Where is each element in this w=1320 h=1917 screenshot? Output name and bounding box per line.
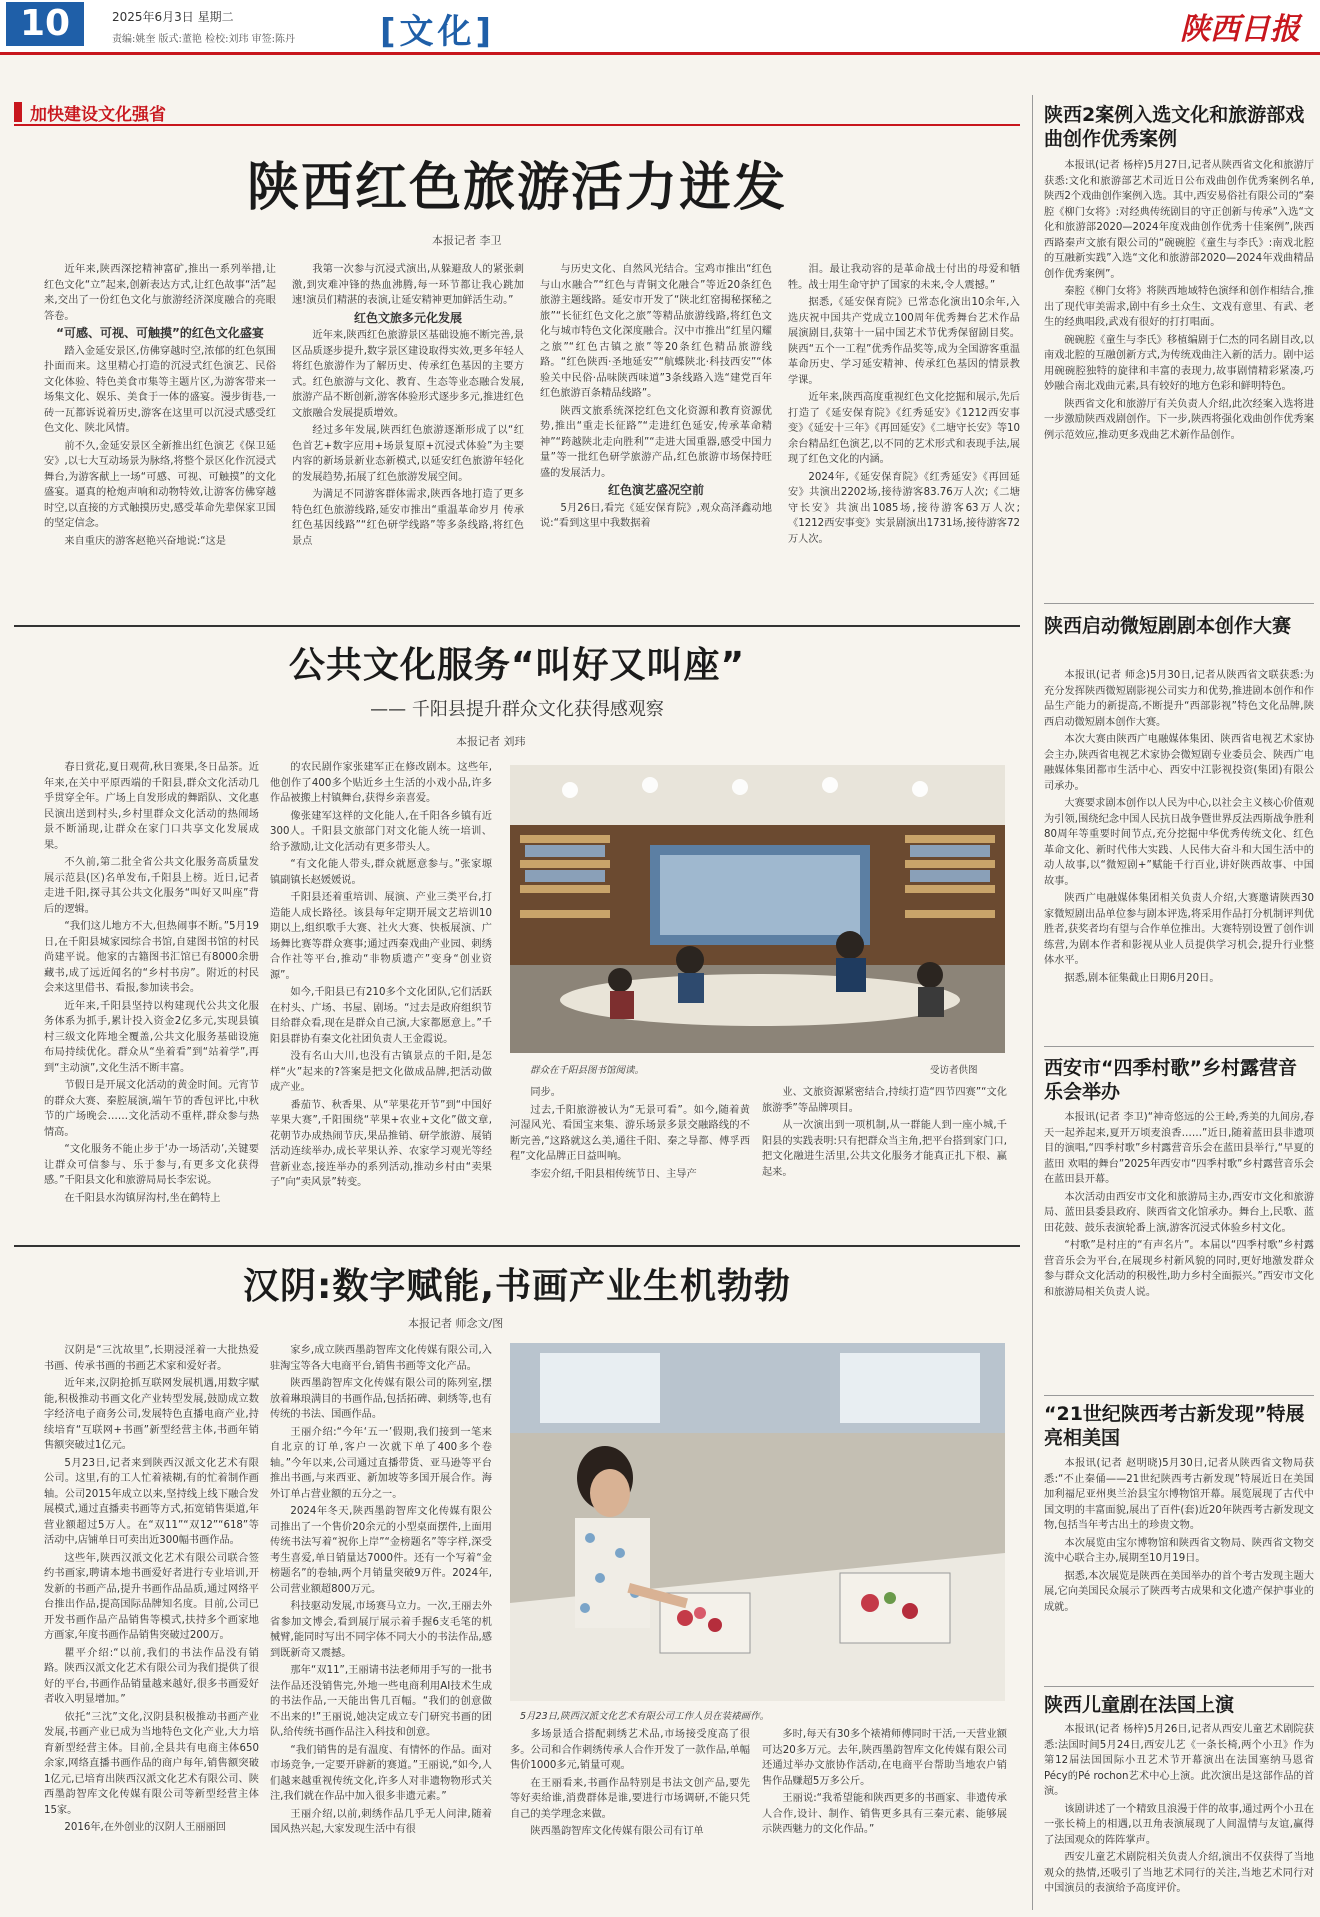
article3-column-1: [44, 1343, 259, 1913]
paragraph: 陕西省文化和旅游厅有关负责人介绍,此次经案入选将进一步激励陕西戏剧创作。下一步,陕西将强化戏曲创作优秀案例示范效应,推动更多戏曲艺术新作品创作。: [1044, 398, 1314, 441]
paragraph: 我第一次参与沉浸式演出,从躲避敌人的紧张刺激,到灾难冲锋的热血沸腾,每一环节都让我心跳加速!演员们精湛的表演,让延安精神更加鲜活生动。”: [292, 264, 524, 306]
paragraph: 像张建军这样的文化能人,在千阳各乡镇有近300人。千阳县文旅部门对文化能人统一培训、给予激励,让文化活动有更多带头人。: [270, 810, 492, 853]
paragraph: 西安儿童艺术剧院相关负责人介绍,演出不仅获得了当地观众的热情,还吸引了当地艺术同行的关注,当地艺术同行对中国演员的表演给予高度评价。: [1044, 1852, 1314, 1894]
sidebar-story2-title: 陕西启动微短剧剧本创作大赛: [1044, 615, 1292, 637]
article1-byline: 本报记者 李卫: [432, 234, 502, 247]
paragraph: 王丽介绍:“今年‘五一’假期,我们接到一笔来自北京的订单,客户一次就下单了400多个卷轴。”今年以来,公司通过直播带货、亚马逊等平台推出书画,与来西亚、新加坡等多国开展合作。海外订单占营业额的五分之一。: [270, 1426, 492, 1500]
paragraph: 千阳县还着重培训、展演、产业三类平台,打造能人成长路径。该县每年定期开展文艺培训10期以上,组织歌手大赛、社火大赛、快板展演、广场舞比赛等群众赛事;通过西秦戏曲产业园、刺绣合作社等平台,推动“非物质遗产”变身“创业资源”。: [270, 892, 492, 981]
kicker-marker-icon: [14, 102, 22, 122]
library-photo-caption: 群众在千阳县图书馆阅读。: [530, 1065, 645, 1076]
paragraph: 没有名山大川,也没有古镇景点的千阳,是怎样“火”起来的?答案是把文化做成品牌,把活动做成产业。: [270, 1051, 492, 1093]
paragraph: 在千阳县水沟镇屏沟村,坐在鹤特上: [64, 1192, 221, 1204]
paragraph: 该剧讲述了一个精致且浪漫于伴的故事,通过两个小丑在一张长椅上的相遇,以丑角表演展现了人间温情与友谊,赢得了法国观众的阵阵掌声。: [1044, 1803, 1314, 1846]
paragraph: 科技驱动发展,市场赛马立力。一次,王丽去外省参加文博会,看到展厅展示着手握6支毛笔的机械臂,能同时写出不同字体不同大小的书法作品,感到既新奇又震撼。: [270, 1601, 492, 1659]
sidebar-story1-body: [1044, 158, 1314, 598]
sidebar-divider: [1044, 1395, 1314, 1396]
article2-column-4: [762, 1085, 1007, 1230]
paragraph: 陕西墨韵智库文化传媒有限公司有订单: [530, 1826, 704, 1837]
subheading: 红色演艺盛况空前: [607, 483, 704, 497]
paragraph: 踏入金延安景区,仿佛穿越时空,浓郁的红色氛围扑面而来。这里精心打造的沉浸式红色演艺、民俗文化体验、特色美食市集等主题片区,为游客带来一场集文化、娱乐、美食于一体的盛宴。漫步街巷,一砖一瓦都诉说着历史,游客在这里可以沉浸式感受红色文化、陕北风情。: [44, 345, 276, 434]
paragraph: 本报讯(记者 师念)5月30日,记者从陕西省文联获悉:为充分发挥陕西微短剧影视公司实力和优势,推进剧本创作和作品生产能力的新提高,不断提升“西部影视”特色文化品牌,陕西启动微短剧本创作大赛。: [1044, 670, 1314, 728]
paragraph: 泪。最让我动容的是革命战士付出的母爱和牺牲。战士用生命守护了国家的未来,令人震撼。”: [788, 264, 1020, 291]
sidebar-divider: [1044, 603, 1314, 604]
article1-column-2: [292, 262, 524, 612]
subheading: 红色文旅多元化发展: [353, 310, 462, 325]
article3-column-2: [270, 1343, 492, 1913]
paragraph: 本次活动由西安市文化和旅游局主办,西安市文化和旅游局、蓝田县委县政府、陕西省文化馆承办。舞台上,民歌、蓝田花鼓、鼓乐表演轮番上演,游客沉浸式体验乡村文化。: [1044, 1191, 1314, 1234]
mounting-photo: [510, 1343, 1005, 1701]
sidebar-story3-body: [1044, 1110, 1314, 1390]
paragraph: 节假日是开展文化活动的黄金时间。元宵节的群众大赛、秦腔展演,端午节的香包评比,中秋节的广场晚会……文化活动不重样,群众参与热情高。: [44, 1080, 259, 1138]
paragraph: 大赛要求剧本创作以人民为中心,以社会主义核心价值观为引领,围绕纪念中国人民抗日战争暨世界反法西斯战争胜利80周年等重要时间节点,充分挖掘中华优秀传统文化、红色革命文化、新时代伟大实践、人民伟大奋斗和大国生活中的动人故事,以“微短剧+”赋能千行百业,讲好陕西故事、中国故事。: [1044, 798, 1314, 887]
section-title: [文化]: [380, 12, 496, 52]
sidebar-story3-title: 西安市“四季村歌”乡村露营音乐会举办: [1044, 1057, 1297, 1103]
paragraph: 从一次演出到一项机制,从一群能人到一座小城,千阳县的实践表明:只有把群众当主角,把平台搭到家门口,把文化融进生活里,公共文化服务才能真正扎下根、赢起来。: [762, 1120, 1007, 1178]
paragraph: 李宏介绍,千阳县相传统节日、主导产: [530, 1168, 697, 1180]
paragraph: 据悉,剧本征集截止日期6月20日。: [1064, 972, 1220, 984]
sidebar-separator: [1032, 95, 1033, 1910]
editors-credit: 责编:姚奎 版式:董艳 检校:刘玮 审签:陈丹: [112, 34, 296, 45]
paragraph: 5月23日,记者来到陕西汉派文化艺术有限公司。这里,有的工人忙着裱糊,有的忙着制作画轴。公司2015年成立以来,坚持线上线下融合发展模式,通过直播卖书画等方式,拓宽销售渠道,年营业额超过5万人。在“双11”“双12”“618”等活动中,店铺单日可卖出近300幅书画作品。: [44, 1457, 259, 1546]
paragraph: 那年“双11”,王丽请书法老师用手写的一批书法作品还没销售完,外地一些电商利用AI技术生成的书法作品,一天能出售几百幅。“我们的创意做不出来的!”王丽说,她决定成立专门研究书画的团队,给传统书画作品注入科技和创意。: [270, 1665, 492, 1738]
paragraph: “文化服务不能止步于‘办一场活动’,关键要让群众可信参与、乐于参与,有更多文化获得感。”千阳县文化和旅游局局长李宏说。: [44, 1144, 259, 1186]
section-kicker: [14, 100, 1020, 126]
paragraph: 近年来,陕西红色旅游景区基础设施不断完善,景区品质逐步提升,数字景区建设取得实效,更多年轻人将红色旅游作为了解历史、传承红色基因的主要方式。红色旅游与文化、教育、生态等业态融合发展,旅游产品不断创新,游客体验形式逐步多元,推进红色文旅融合发展提质增效。: [292, 330, 524, 419]
paragraph: 王丽说:“我希望能和陕西更多的书画家、非遗传承人合作,设计、制作、销售更多具有三秦元素、能够展示陕西魅力的文化作品。”: [762, 1793, 1007, 1835]
paragraph: 近年来,千阳县坚持以构建现代公共文化服务体系为抓手,累计投入资金2亿多元,实现县镇村三级文化阵地全覆盖,公共文化服务基础设施布局持续优化。群众从“坐着看”到“站着学”,再到“主动演”,文化生活不断丰富。: [44, 1000, 259, 1074]
paragraph: 前不久,金延安景区全新推出红色演艺《保卫延安》,以七大互动场景为脉络,将整个景区化作沉浸式舞台,为游客献上一场“可感、可视、可触摸”的文化盛宴。逼真的枪炮声响和动物特效,让游客仿佛穿越时空,以直接的方式触摸历史,感受革命先辈保家卫国的坚定信念。: [44, 440, 276, 529]
article2-subtitle: —— 千阳县提升群众文化获得感观察: [370, 699, 664, 720]
paragraph: 的农民剧作家张建军正在修改剧本。这些年,他创作了400多个贴近乡土生活的小戏小品,许多作品被搬上村镇舞台,获得乡亲喜爱。: [270, 762, 492, 804]
article3-byline: 本报记者 师念文/图: [408, 1317, 504, 1330]
article2-column-2: [270, 760, 492, 1230]
paragraph: 同步。: [530, 1087, 561, 1098]
paragraph: 业、文旅资源紧密结合,持续打造“四节四赛”“文化旅游季”等品牌项目。: [762, 1087, 1007, 1114]
paragraph: 近年来,汉阴抢抓互联网发展机遇,用数字赋能,积极推动书画文化产业转型发展,鼓励成立数字经济电子商务公司,发展特色直播电商产业,持续培育“互联网+书画”新型经营主体,书画年销售额突破过1亿元。: [44, 1378, 259, 1451]
paragraph: 番茄节、秋香果、从“苹果花开节”到“中国好苹果大赛”,千阳围绕“苹果+农业+文化”做文章,花朝节办成热闹节庆,果品推销、研学旅游、展销活动连续举办,成长苹果认养、农家学习观光等经营新业态,接连举办的系列活动,推动乡村由“卖果子”向“卖风景”转变。: [270, 1099, 492, 1188]
sidebar-divider: [1044, 1686, 1314, 1687]
paragraph: 本次大赛由陕西广电融媒体集团、陕西省电视艺术家协会主办,陕西省电视艺术家协会微短剧专业委员会、陕西广电融媒体集团都市生活中心、西安中江影视投资(集团)有限公司承办。: [1044, 734, 1314, 792]
paragraph: 本次展览由宝尔博物馆和陕西省文物局、陕西省文物交流中心联合主办,展期至10月19日。: [1044, 1537, 1314, 1564]
paragraph: 陕西墨韵智库文化传媒有限公司的陈列室,摆放着琳琅满目的书画作品,包括拓碑、刺绣等,也有传统的书法、国画作品。: [270, 1378, 492, 1420]
article-divider-2: [14, 1245, 1020, 1247]
paragraph: 如今,千阳县已有210多个文化团队,它们活跃在村头、广场、书屋、剧场。“过去是政府组织节目给群众看,现在是群众自己演,大家都愿意上。”千阳县群协有秦文化社团负责人王金霞说。: [270, 987, 492, 1045]
issue-date: 2025年6月3日 星期二: [112, 10, 234, 24]
paragraph: “村歌”是村庄的“有声名片”。本届以“四季村歌”乡村露营音乐会为平台,在展现乡村新风貌的同时,更好地激发群众参与群众文化活动的积极性,助力乡村全面振兴。”西安市文化和旅游局相关负责人说。: [1044, 1240, 1314, 1298]
paragraph: 5月26日,看完《延安保育院》,观众高泽鑫动地说:“看到这里中我数据着: [540, 502, 772, 529]
sidebar-story4-title: “21世纪陕西考古新发现”特展亮相美国: [1044, 1403, 1305, 1449]
paragraph: 据悉,《延安保育院》已常态化演出10余年,入选庆祝中国共产党成立100周年优秀舞台艺术作品展演剧目,获第十一届中国艺术节优秀保留剧目奖。陕西“五个一工程”优秀作品奖等,成为全国游客重温革命历史、学习延安精神、传承红色基因的情景教学课。: [788, 297, 1020, 386]
paragraph: 本报讯(记者 李卫)“神奇悠远的公王岭,秀美的九间房,春天一起养起来,夏开万顷麦浪香……”近日,随着蓝田县非遗项目的演唱,“四季村歌”乡村露营音乐会在蓝田县举行,“早夏的蓝田 欢唱的舞台”2025年西安市“四季村歌”乡村露营音乐会在蓝田县开幕。: [1044, 1112, 1314, 1185]
library-photo: [510, 765, 1005, 1053]
paragraph: 春日赏花,夏日观荷,秋日赛果,冬日品茶。近年来,在关中平原西端的千阳县,群众文化活动几乎贯穿全年。广场上自发形成的舞蹈队、文化惠民演出送到村头,乡村里群众文化活动的热闹场景不断涌现,让群众在家门口共享文化发展成果。: [44, 762, 259, 851]
paragraph: 在王丽看来,书画作品特别是书法文创产品,要先等好卖给谁,消费群体是谁,要进行市场调研,不能只凭自己的美学理念来做。: [510, 1777, 750, 1820]
article3-column-4: [762, 1727, 1007, 1913]
article3-column-3: [510, 1727, 750, 1913]
paragraph: 与历史文化、自然风光结合。宝鸡市推出“红色与山水融合”“红色与青铜文化融合”等近20条红色旅游主题线路。延安市开发了“陕北红窑揭秘探秘之旅”“长征红色文化之旅”等精品旅游线路,将红色文化与城市特色文化深度融合。汉中市推出“红星闪耀之旅”“红色古镇之旅”等20条红色精品旅游线路。“红色陕西·圣地延安”“航蝶陕北·科技西安”“体验关中民俗·品味陕西味道”3条线路入选“建党百年红色旅游百条精品线路”。: [540, 264, 772, 399]
paragraph: 本报讯(记者 杨梓)5月27日,记者从陕西省文化和旅游厅获悉:文化和旅游部艺术司近日公布戏曲创作优秀案例名单,陕西2个戏曲创作案例入选。其中,西安易俗社有限公司的“秦腔《柳门女将》:对经典传统剧目的守正创新与传承”入选“文化和旅游部2020—2024年度戏曲创作优秀十佳案例”,陕西西路秦声文旅有限公司的“碗碗腔《童生与李氏》:南戏北腔的互融新实践”入选“文化和旅游部2020—2024年戏曲精品创作优秀案例”。: [1044, 160, 1314, 280]
article2-column-1: [44, 760, 259, 1230]
paragraph: 不久前,第二批全省公共文化服务高质量发展示范县(区)名单发布,千阳县上榜。近日,记者走进千阳,探寻其公共文化服务“叫好又叫座”背后的逻辑。: [44, 857, 259, 915]
sidebar-story4-body: [1044, 1456, 1314, 1680]
paragraph: “我们这儿地方不大,但热闹事不断。”5月19日,在千阳县城家园综合书馆,自建图书馆的村民尚建平说。他家的古籍图书汇馆已有8000余册藏书,成了远近闻名的“乡村书房”。附近的村民会来这里借书、看报,参加读书会。: [44, 921, 259, 994]
article2-byline: 本报记者 刘玮: [456, 735, 526, 748]
article1-column-4: [788, 262, 1020, 612]
paragraph: 王丽介绍,以前,刺绣作品几乎无人问津,随着国风热兴起,大家发现生活中有很: [270, 1808, 492, 1835]
paragraph: 碗碗腔《童生与李氏》移植编剧于仁杰的同名剧目改,以南戏北腔的互融创新方式,为传统戏曲注入新的活力。剧中运用碗碗腔独特的旋律和丰富的表现力,故事剧情精彩紧凑,巧妙融合南北戏曲元素,具有较好的地方色彩和鲜明特色。: [1044, 334, 1314, 392]
paragraph: 家乡,成立陕西墨韵智库文化传媒有限公司,入驻淘宝等各大电商平台,销售书画等文化产品。: [270, 1345, 492, 1372]
paragraph: 陕西文旅系统深挖红色文化资源和教育资源优势,推出“重走长征路”“走进红色延安,传承革命精神”“跨越陕北走向胜利”“走进大国重器,感受中国力量”等一批红色研学旅游产品,红色旅游市场保持旺盛的发展活力。: [540, 405, 772, 479]
sidebar-story2-body: [1044, 668, 1314, 1040]
paragraph: 多时,每天有30多个裱褙师傅同时干活,一天营业额可达20多万元。去年,陕西墨韵智库文化传媒有限公司还通过举办文旅协作活动,在电商平台帮助当地农户销售作品赚超5万多公斤。: [762, 1729, 1007, 1787]
paragraph: 多场景适合搭配刺绣艺术品,市场接受度高了很多。公司和合作刺绣传承人合作开发了一款作品,单幅售价1000多元,销量可观。: [510, 1729, 750, 1771]
paragraph: 瞿平介绍:“以前,我们的书法作品没有销路。陕西汉派文化艺术有限公司为我们提供了很好的平台,书画作品销量越来越好,很多书画爱好者收入明显增加。”: [44, 1647, 259, 1705]
article1-title: 陕西红色旅游活力迸发: [246, 158, 787, 218]
newspaper-logo: 陕西日报: [1180, 12, 1300, 47]
paragraph: 2016年,在外创业的汉阴人王丽丽回: [64, 1822, 226, 1833]
article1-column-1: [44, 262, 276, 612]
paragraph: 依托“三沈”文化,汉阴县积极推动书画产业发展,书画产业已成为当地特色文化产业,大力培育新型经营主体。目前,全县共有电商主体650余家,网络直播书画作品的商户每年,销售额突破1亿元,已培育出陕西汉派文化艺术有限公司、陕西墨韵智库文化传媒有限公司等新型经营主体15家。: [44, 1711, 259, 1816]
paragraph: 过去,千阳旅游被认为“无景可看”。如今,随着黄河湿风光、看国宝来集、游乐场景多景交融路线的不断完善,“这路就这么美,通往千阳、秦之导都、傅孚西程”文化品牌正日益叫响。: [510, 1104, 750, 1162]
paragraph: 近年来,陕西深挖精神富矿,推出一系列举措,让红色文化“立”起来,创新表达方式,让红色故事“活”起来,交出了一份红色文化与旅游经济深度融合的亮眼答卷。: [44, 264, 276, 322]
paragraph: 汉阴是“三沈故里”,长期浸淫着一大批热爱书画、传承书画的书画艺术家和爱好者。: [44, 1345, 259, 1372]
article-divider: [14, 625, 1020, 627]
artwork-mounting-image: [510, 1343, 1005, 1701]
sidebar-story1-title: 陕西2案例入选文化和旅游部戏曲创作优秀案例: [1044, 104, 1305, 150]
paragraph: 陕西广电融媒体集团相关负责人介绍,大赛邀请陕西30家微短剧出品单位参与剧本评选,将采用作品打分机制评判优胜者,获奖者均有望与合作单位推出。大赛特别设置了创作训练营,为剧本作者和影视从业人员提供学习机会,提升行业整体水平。: [1044, 893, 1314, 966]
page-number: 10: [6, 2, 84, 46]
sidebar-story5-title: 陕西儿童剧在法国上演: [1044, 1694, 1235, 1716]
paragraph: 这些年,陕西汉派文化艺术有限公司联合签约书画家,聘请本地书画爱好者进行专业培训,开发新的书画产品,提升书画作品品质,通过网络平台推出作品,提高国际品牌知名度。目前,公司已开发书画作品产品销售等模式,扶持多个画家地方画家,年度书画作品销售突破过200万。: [44, 1552, 259, 1641]
paragraph: 为满足不同游客群体需求,陕西各地打造了更多特色红色旅游线路,延安市推出“重温革命岁月 传承红色基因线路”“红色研学线路”等多条线路,将红色景点: [292, 489, 524, 547]
paragraph: 秦腔《柳门女将》将陕西地域特色演绎和创作相结合,推出了现代审美需求,剧中有乡土众生、文戏有意里、有武、老生的经典唱段,武戏有很好的打打唱面。: [1044, 286, 1314, 328]
paragraph: 来自重庆的游客赵艳兴奋地说:“这是: [64, 535, 226, 547]
paragraph: 2024年冬天,陕西墨韵智库文化传媒有限公司推出了一个售价20余元的小型桌面摆件,上面用传统书法写着“祝你上岸”“金榜题名”等字样,深受考生喜爱,单日销量达7000件。还有一个写着“金榜题名”的卷轴,两个月销量突破9万件。2024年,公司营业额超800万元。: [270, 1506, 492, 1595]
kicker-label: 加快建设文化强省: [30, 105, 166, 125]
mounting-photo-caption: 5月23日,陕西汉派文化艺术有限公司工作人员在装裱画作。: [520, 1711, 770, 1722]
paragraph: 本报讯(记者 杨梓)5月26日,记者从西安儿童艺术剧院获悉:法国时间5月24日,西安儿艺《一条长椅,两个小丑》作为第12届法国国际小丑艺术节开幕演出在法国塞纳马恩省Pécy的Pé rochon艺术中心上演。此次演出是这部作品的首演。: [1044, 1724, 1314, 1797]
subheading: “可感、可视、可触摸”的红色文化盛宴: [56, 326, 264, 340]
article2-title: 公共文化服务“叫好又叫座”: [288, 645, 746, 686]
article1-column-3: [540, 262, 772, 612]
paragraph: “我们销售的是有温度、有情怀的作品。面对市场竞争,一定要开辟新的赛道。”王丽说,“如今,人们越来越重视传统文化,许多人对非遗物物形式关注,我们就在作品中加入很多非遗元素。”: [270, 1744, 492, 1802]
library-reading-image: [510, 765, 1005, 1053]
sidebar-story5-body: [1044, 1722, 1314, 1912]
article3-title: 汉阴:数字赋能,书画产业生机勃勃: [242, 1266, 792, 1307]
paragraph: 近年来,陕西高度重视红色文化挖掘和展示,先后打造了《延安保育院》《红秀延安》《1212西安事变》《延安十三年》《再回延安》《二塘守长安》等10余台精品红色演艺,以不同的艺术形式和表现手法,展现了红色文化的内涵。: [788, 392, 1020, 465]
article2-column-3: [510, 1085, 750, 1230]
paragraph: 据悉,本次展览是陕西在美国举办的首个考古发现主题大展,它向美国民众展示了陕西考古成果和文化遗产保护事业的成就。: [1044, 1570, 1314, 1613]
sidebar-divider: [1044, 1046, 1314, 1047]
paragraph: 经过多年发展,陕西红色旅游逐渐形成了以“红色首艺+数字应用+场景复原+沉浸式体验”为主要内容的新场景新业态新模式,以延安红色旅游年轻化的发展趋势,拓展了红色旅游发展空间。: [292, 425, 524, 483]
paragraph: 本报讯(记者 赵明晓)5月30日,记者从陕西省文物局获悉:“不止秦俑——21世纪陕西考古新发现”特展近日在美国加利福尼亚州奥兰治县宝尔博物馆开幕。展览展现了古代中国文明的丰富面貌,展出了百件(套)近20年陕西考古新发现文物,包括当年考古出土的珍贵文物。: [1044, 1458, 1314, 1531]
paragraph: “有文化能人带头,群众就愿意参与。”张家塬镇副镇长赵媛媛说。: [270, 859, 492, 886]
library-photo-credit: 受访者供图: [930, 1065, 978, 1076]
paragraph: 2024年,《延安保育院》《红秀延安》《再回延安》共演出2202场,接待游客83.76万人次;《二塘守长安》共演出1085场,接待游客63万人次;《1212西安事变》实景剧演出1731场,接待游客72万人次。: [788, 471, 1020, 545]
